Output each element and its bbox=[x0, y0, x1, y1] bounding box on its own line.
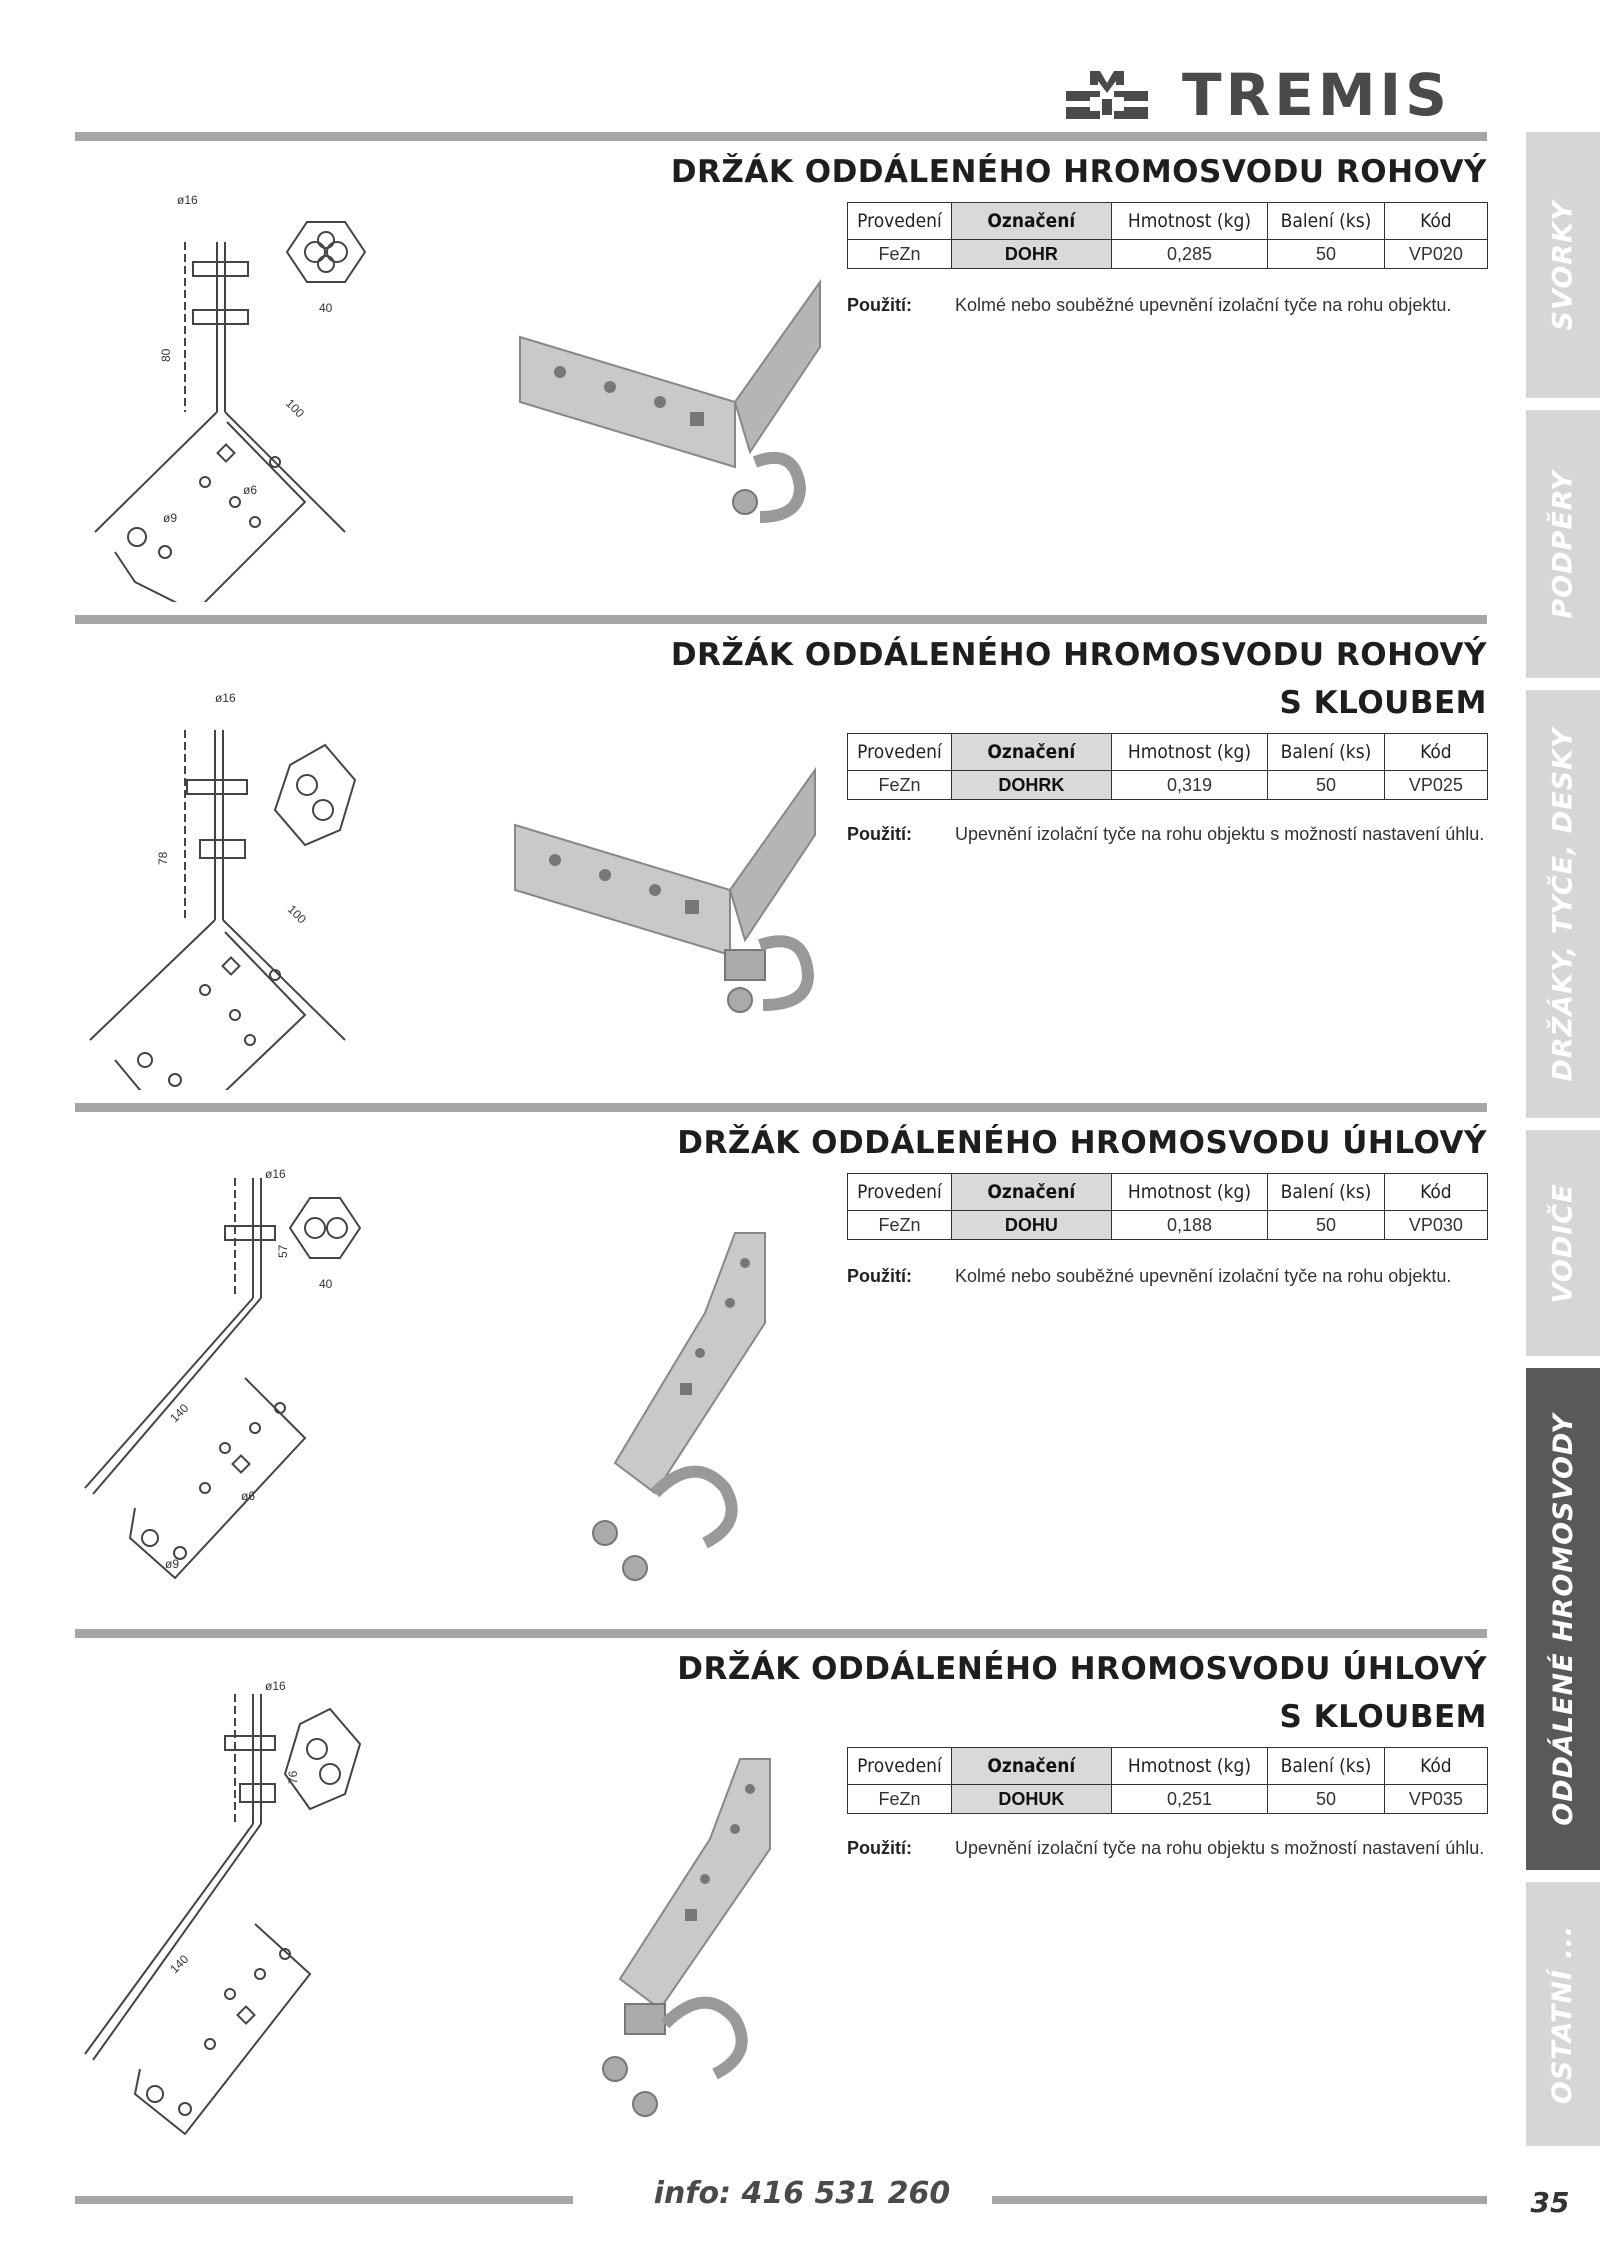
product-title: DRŽÁK ODDÁLENÉHO HROMOSVODU ROHOVÝ S KLOUBEM bbox=[670, 637, 1487, 721]
page-number: 35 bbox=[1530, 2186, 1570, 2219]
product-title: DRŽÁK ODDÁLENÉHO HROMOSVODU ROHOVÝ bbox=[670, 154, 1487, 190]
svg-text:ø9: ø9 bbox=[165, 1557, 180, 1571]
usage-text: Použití: Upevnění izolační tyče na rohu objektu s možností nastavení úhlu. bbox=[847, 824, 1485, 844]
svg-text:40: 40 bbox=[319, 301, 333, 315]
cell-provedeni: FeZn bbox=[848, 1785, 952, 1814]
usage-text: Použití: Kolmé nebo souběžné upevnění izolační tyče na rohu objektu. bbox=[847, 295, 1452, 315]
cell-hmotnost: 0,285 bbox=[1111, 240, 1267, 269]
tremis-logo-icon bbox=[1060, 63, 1170, 127]
product-section bbox=[75, 1629, 1487, 2149]
product-photo bbox=[485, 755, 865, 1035]
svg-text:76: 76 bbox=[286, 1770, 300, 1784]
footer-line-left bbox=[75, 2196, 573, 2204]
svg-text:ø16: ø16 bbox=[265, 1167, 286, 1181]
technical-drawing bbox=[75, 1674, 405, 2144]
spec-table: Provedení Označení Hmotnost (kg) Balení (ks) Kód FeZn DOHU 0,188 50 VP030 bbox=[847, 1173, 1488, 1240]
spec-table: Provedení Označení Hmotnost (kg) Balení (ks) Kód FeZn DOHR 0,285 50 VP020 bbox=[847, 202, 1488, 269]
technical-drawing bbox=[75, 182, 405, 602]
cell-kod: VP030 bbox=[1384, 1211, 1487, 1240]
cell-baleni: 50 bbox=[1268, 771, 1385, 800]
svg-text:100: 100 bbox=[282, 396, 307, 421]
footer-info: info: 416 531 260 bbox=[653, 2176, 951, 2211]
product-title: DRŽÁK ODDÁLENÉHO HROMOSVODU ÚHLOVÝ bbox=[677, 1125, 1487, 1161]
product-photo bbox=[515, 1739, 845, 2149]
product-section bbox=[75, 1103, 1487, 1623]
section-divider bbox=[75, 1629, 1487, 1638]
cell-hmotnost: 0,188 bbox=[1111, 1211, 1267, 1240]
cell-kod: VP035 bbox=[1384, 1785, 1487, 1814]
svg-text:57: 57 bbox=[276, 1244, 290, 1258]
cell-provedeni: FeZn bbox=[848, 1211, 952, 1240]
svg-text:ø6: ø6 bbox=[241, 1489, 256, 1503]
tab-podpery[interactable]: PODPĚRY bbox=[1526, 410, 1600, 678]
svg-text:80: 80 bbox=[159, 348, 173, 362]
product-photo bbox=[505, 1213, 845, 1633]
cell-oznaceni: DOHRK bbox=[951, 771, 1111, 800]
brand-logo bbox=[1060, 60, 1490, 130]
svg-text:ø9: ø9 bbox=[163, 511, 178, 525]
svg-text:ø16: ø16 bbox=[215, 691, 236, 705]
cell-baleni: 50 bbox=[1268, 1211, 1385, 1240]
svg-text:ø16: ø16 bbox=[265, 1679, 286, 1693]
usage-text: Použití: Upevnění izolační tyče na rohu objektu s možností nastavení úhlu. bbox=[847, 1838, 1485, 1858]
section-divider bbox=[75, 1103, 1487, 1112]
svg-text:40: 40 bbox=[319, 1277, 333, 1291]
cell-kod: VP020 bbox=[1384, 240, 1487, 269]
footer-line-right bbox=[992, 2196, 1487, 2204]
section-divider bbox=[75, 615, 1487, 624]
spec-table: Provedení Označení Hmotnost (kg) Balení (ks) Kód FeZn DOHUK 0,251 50 VP035 bbox=[847, 1747, 1488, 1814]
cell-hmotnost: 0,319 bbox=[1111, 771, 1267, 800]
cell-kod: VP025 bbox=[1384, 771, 1487, 800]
cell-oznaceni: DOHU bbox=[951, 1211, 1111, 1240]
spec-table: Provedení Označení Hmotnost (kg) Balení (ks) Kód FeZn DOHRK 0,319 50 VP025 bbox=[847, 733, 1488, 800]
technical-drawing bbox=[75, 1158, 405, 1618]
tab-oddalene-hromosvody[interactable]: ODDÁLENÉ HROMOSVODY bbox=[1526, 1368, 1600, 1870]
product-photo bbox=[490, 262, 870, 532]
svg-text:140: 140 bbox=[167, 1401, 192, 1426]
cell-oznaceni: DOHUK bbox=[951, 1785, 1111, 1814]
brand-name: TREMIS bbox=[1182, 61, 1451, 129]
svg-text:ø16: ø16 bbox=[177, 193, 198, 207]
section-divider bbox=[75, 132, 1487, 141]
product-section bbox=[75, 132, 1487, 612]
svg-text:140: 140 bbox=[167, 1952, 192, 1977]
svg-text:100: 100 bbox=[284, 902, 309, 927]
cell-hmotnost: 0,251 bbox=[1111, 1785, 1267, 1814]
technical-drawing bbox=[75, 670, 405, 1090]
tab-vodice[interactable]: VODIČE bbox=[1526, 1130, 1600, 1356]
svg-text:78: 78 bbox=[156, 851, 170, 865]
product-section bbox=[75, 615, 1487, 1095]
usage-text: Použití: Kolmé nebo souběžné upevnění izolační tyče na rohu objektu. bbox=[847, 1266, 1452, 1286]
cell-provedeni: FeZn bbox=[848, 240, 952, 269]
svg-text:ø6: ø6 bbox=[243, 483, 258, 497]
tab-svorky[interactable]: SVORKY bbox=[1526, 132, 1600, 398]
product-title: DRŽÁK ODDÁLENÉHO HROMOSVODU ÚHLOVÝ S KLOUBEM bbox=[677, 1651, 1487, 1735]
tab-ostatni[interactable]: OSTATNÍ ... bbox=[1526, 1882, 1600, 2146]
tab-drzaky-tyce-desky[interactable]: DRŽÁKY, TYČE, DESKY bbox=[1526, 690, 1600, 1118]
cell-oznaceni: DOHR bbox=[951, 240, 1111, 269]
cell-baleni: 50 bbox=[1268, 1785, 1385, 1814]
cell-baleni: 50 bbox=[1268, 240, 1385, 269]
cell-provedeni: FeZn bbox=[848, 771, 952, 800]
